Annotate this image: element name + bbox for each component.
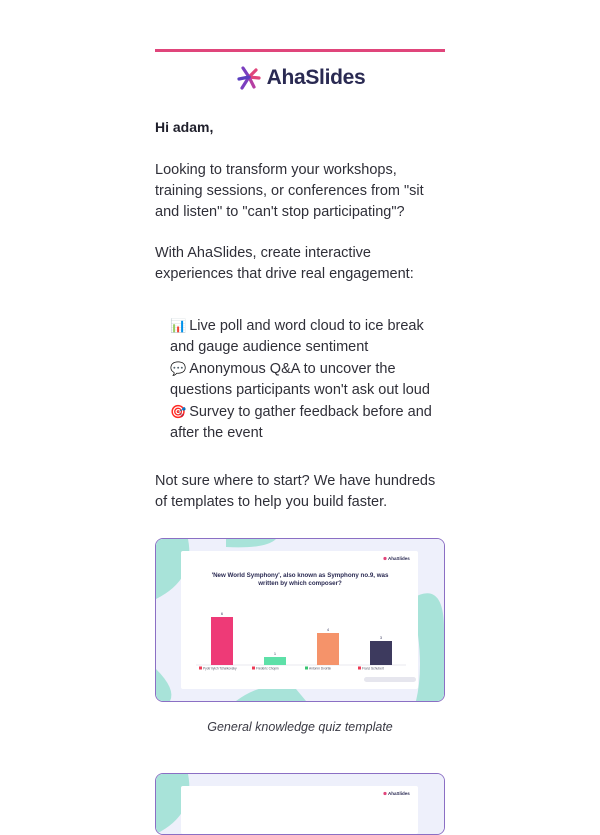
bar-category-label: Pyotr Ilyich Tchaikovsky <box>203 666 237 671</box>
correct-mark-icon <box>305 667 308 670</box>
pitch-paragraph: With AhaSlides, create interactive experiences that drive real engagement: <box>155 245 414 282</box>
templates-paragraph: Not sure where to start? We have hundreds of templates to help you build faster. <box>155 473 436 510</box>
list-item <box>170 358 450 401</box>
template-preview-card[interactable] <box>155 538 445 702</box>
preview-question-line: written by which composer? <box>258 580 342 587</box>
target-icon: 🎯 <box>170 404 187 419</box>
preview-question-line: 'New World Symphony', also known as Symphony no.9, was <box>211 572 389 579</box>
preview-brand-label: AhaSlides <box>388 791 410 796</box>
list-item <box>170 401 450 444</box>
speech-bubble-icon: 💬 <box>170 361 187 376</box>
bar-value-label: 4 <box>327 628 329 632</box>
feature-text: Live poll and word cloud to ice break and gauge audience sentiment <box>170 318 424 355</box>
list-item <box>170 315 450 358</box>
chart-bar <box>317 633 339 665</box>
feature-text: Anonymous Q&A to uncover the questions participants won't ask out loud <box>170 361 430 398</box>
intro-paragraph: Looking to transform your workshops, training sessions, or conferences from "sit and listen" to "can't stop participating"? <box>155 162 424 220</box>
bar-category-label: Franz Schubert <box>362 666 384 671</box>
bar-value-label: 6 <box>221 612 223 616</box>
template-caption: General knowledge quiz template <box>207 720 393 734</box>
feature-list <box>170 315 450 444</box>
quiz-slide-preview <box>156 539 444 701</box>
wrong-mark-icon <box>358 667 361 670</box>
bar-value-label: 3 <box>380 636 382 640</box>
bar-category-label: Antonín Dvořák <box>309 666 331 671</box>
wrong-mark-icon <box>199 667 202 670</box>
greeting: Hi adam, <box>155 119 214 135</box>
ahaslides-logo[interactable] <box>0 64 600 92</box>
accent-top-bar <box>155 49 445 52</box>
ahaslides-logo-icon <box>235 64 263 92</box>
chart-bar <box>211 617 233 665</box>
wrong-mark-icon <box>252 667 255 670</box>
chart-bar <box>370 641 392 665</box>
logo-wordmark: AhaSlides <box>266 66 366 89</box>
feature-text: Survey to gather feedback before and after the event <box>170 404 432 441</box>
bar-chart-icon: 📊 <box>170 318 187 333</box>
template-preview-card[interactable] <box>155 773 445 835</box>
bar-category-label: Frédéric Chopin <box>256 666 279 671</box>
chart-bar <box>264 657 286 665</box>
preview-brand-label: AhaSlides <box>388 556 410 561</box>
preview-logo-icon <box>383 557 386 560</box>
quiz-slide-preview <box>156 774 444 834</box>
bar-value-label: 1 <box>274 652 276 656</box>
